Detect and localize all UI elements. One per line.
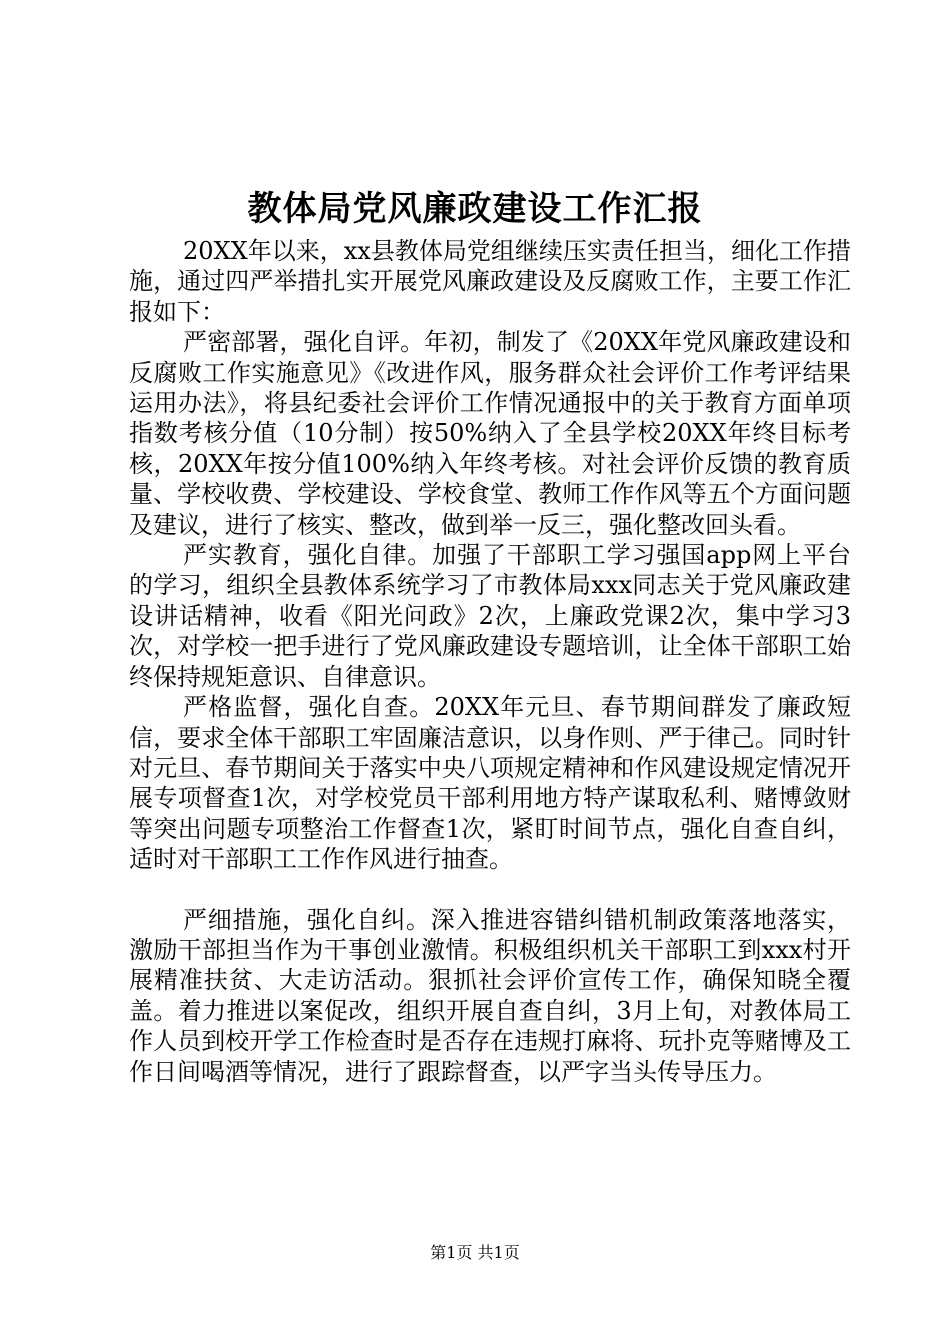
paragraph-supervision: 严格监督，强化自查。20XX年元旦、春节期间群发了廉政短信，要求全体干部职工牢固廉洁意识，以身作则、严于律己。同时针对元旦、春节期间关于落实中央八项规定精神和作风建设规定情况开展专项督查1次，对学校党员干部利用地方特产谋取私利、赌博敛财等突出问题专项整治工作督查1次，紧盯时间节点，强化自查自纠，适时对干部职工工作作风进行抽查。 — [129, 693, 851, 874]
paragraph-measures: 严细措施，强化自纠。深入推进容错纠错机制政策落地落实，激励干部担当作为干事创业激情。积极组织机关干部职工到xxx村开展精准扶贫、大走访活动。狠抓社会评价宣传工作，确保知晓全覆盖。着力推进以案促改，组织开展自查自纠，3月上旬，对教体局工作人员到校开学工作检查时是否存在违规打麻将、玩扑克等赌博及工作日间喝酒等情况，进行了跟踪督查，以严字当头传导压力。 — [129, 905, 851, 1086]
document-body — [129, 236, 851, 1087]
page-footer: 第1页 共1页 — [430, 1243, 520, 1262]
paragraph-deployment: 严密部署，强化自评。年初，制发了《20XX年党风廉政建设和反腐败工作实施意见》《改进作风，服务群众社会评价工作考评结果运用办法》，将县纪委社会评价工作情况通报中的关于教育方面单项指数考核分值（10分制）按50%纳入了全县学校20XX年终目标考核，20XX年按分值100%纳入年终考核。对社会评价反馈的教育质量、学校收费、学校建设、学校食堂、教师工作作风等五个方面问题及建议，进行了核实、整改，做到举一反三，强化整改回头看。 — [129, 328, 851, 539]
document-title: 教体局党风廉政建设工作汇报 — [247, 189, 703, 229]
paragraph-education: 严实教育，强化自律。加强了干部职工学习强国app网上平台的学习，组织全县教体系统学习了市教体局xxx同志关于党风廉政建设讲话精神，收看《阳光问政》2次，上廉政党课2次，集中学习3次，对学校一把手进行了党风廉政建设专题培训，让全体干部职工始终保持规矩意识、自律意识。 — [129, 541, 851, 691]
paragraph-intro: 20XX年以来，xx县教体局党组继续压实责任担当，细化工作措施，通过四严举措扎实开展党风廉政建设及反腐败工作，主要工作汇报如下： — [129, 237, 851, 326]
